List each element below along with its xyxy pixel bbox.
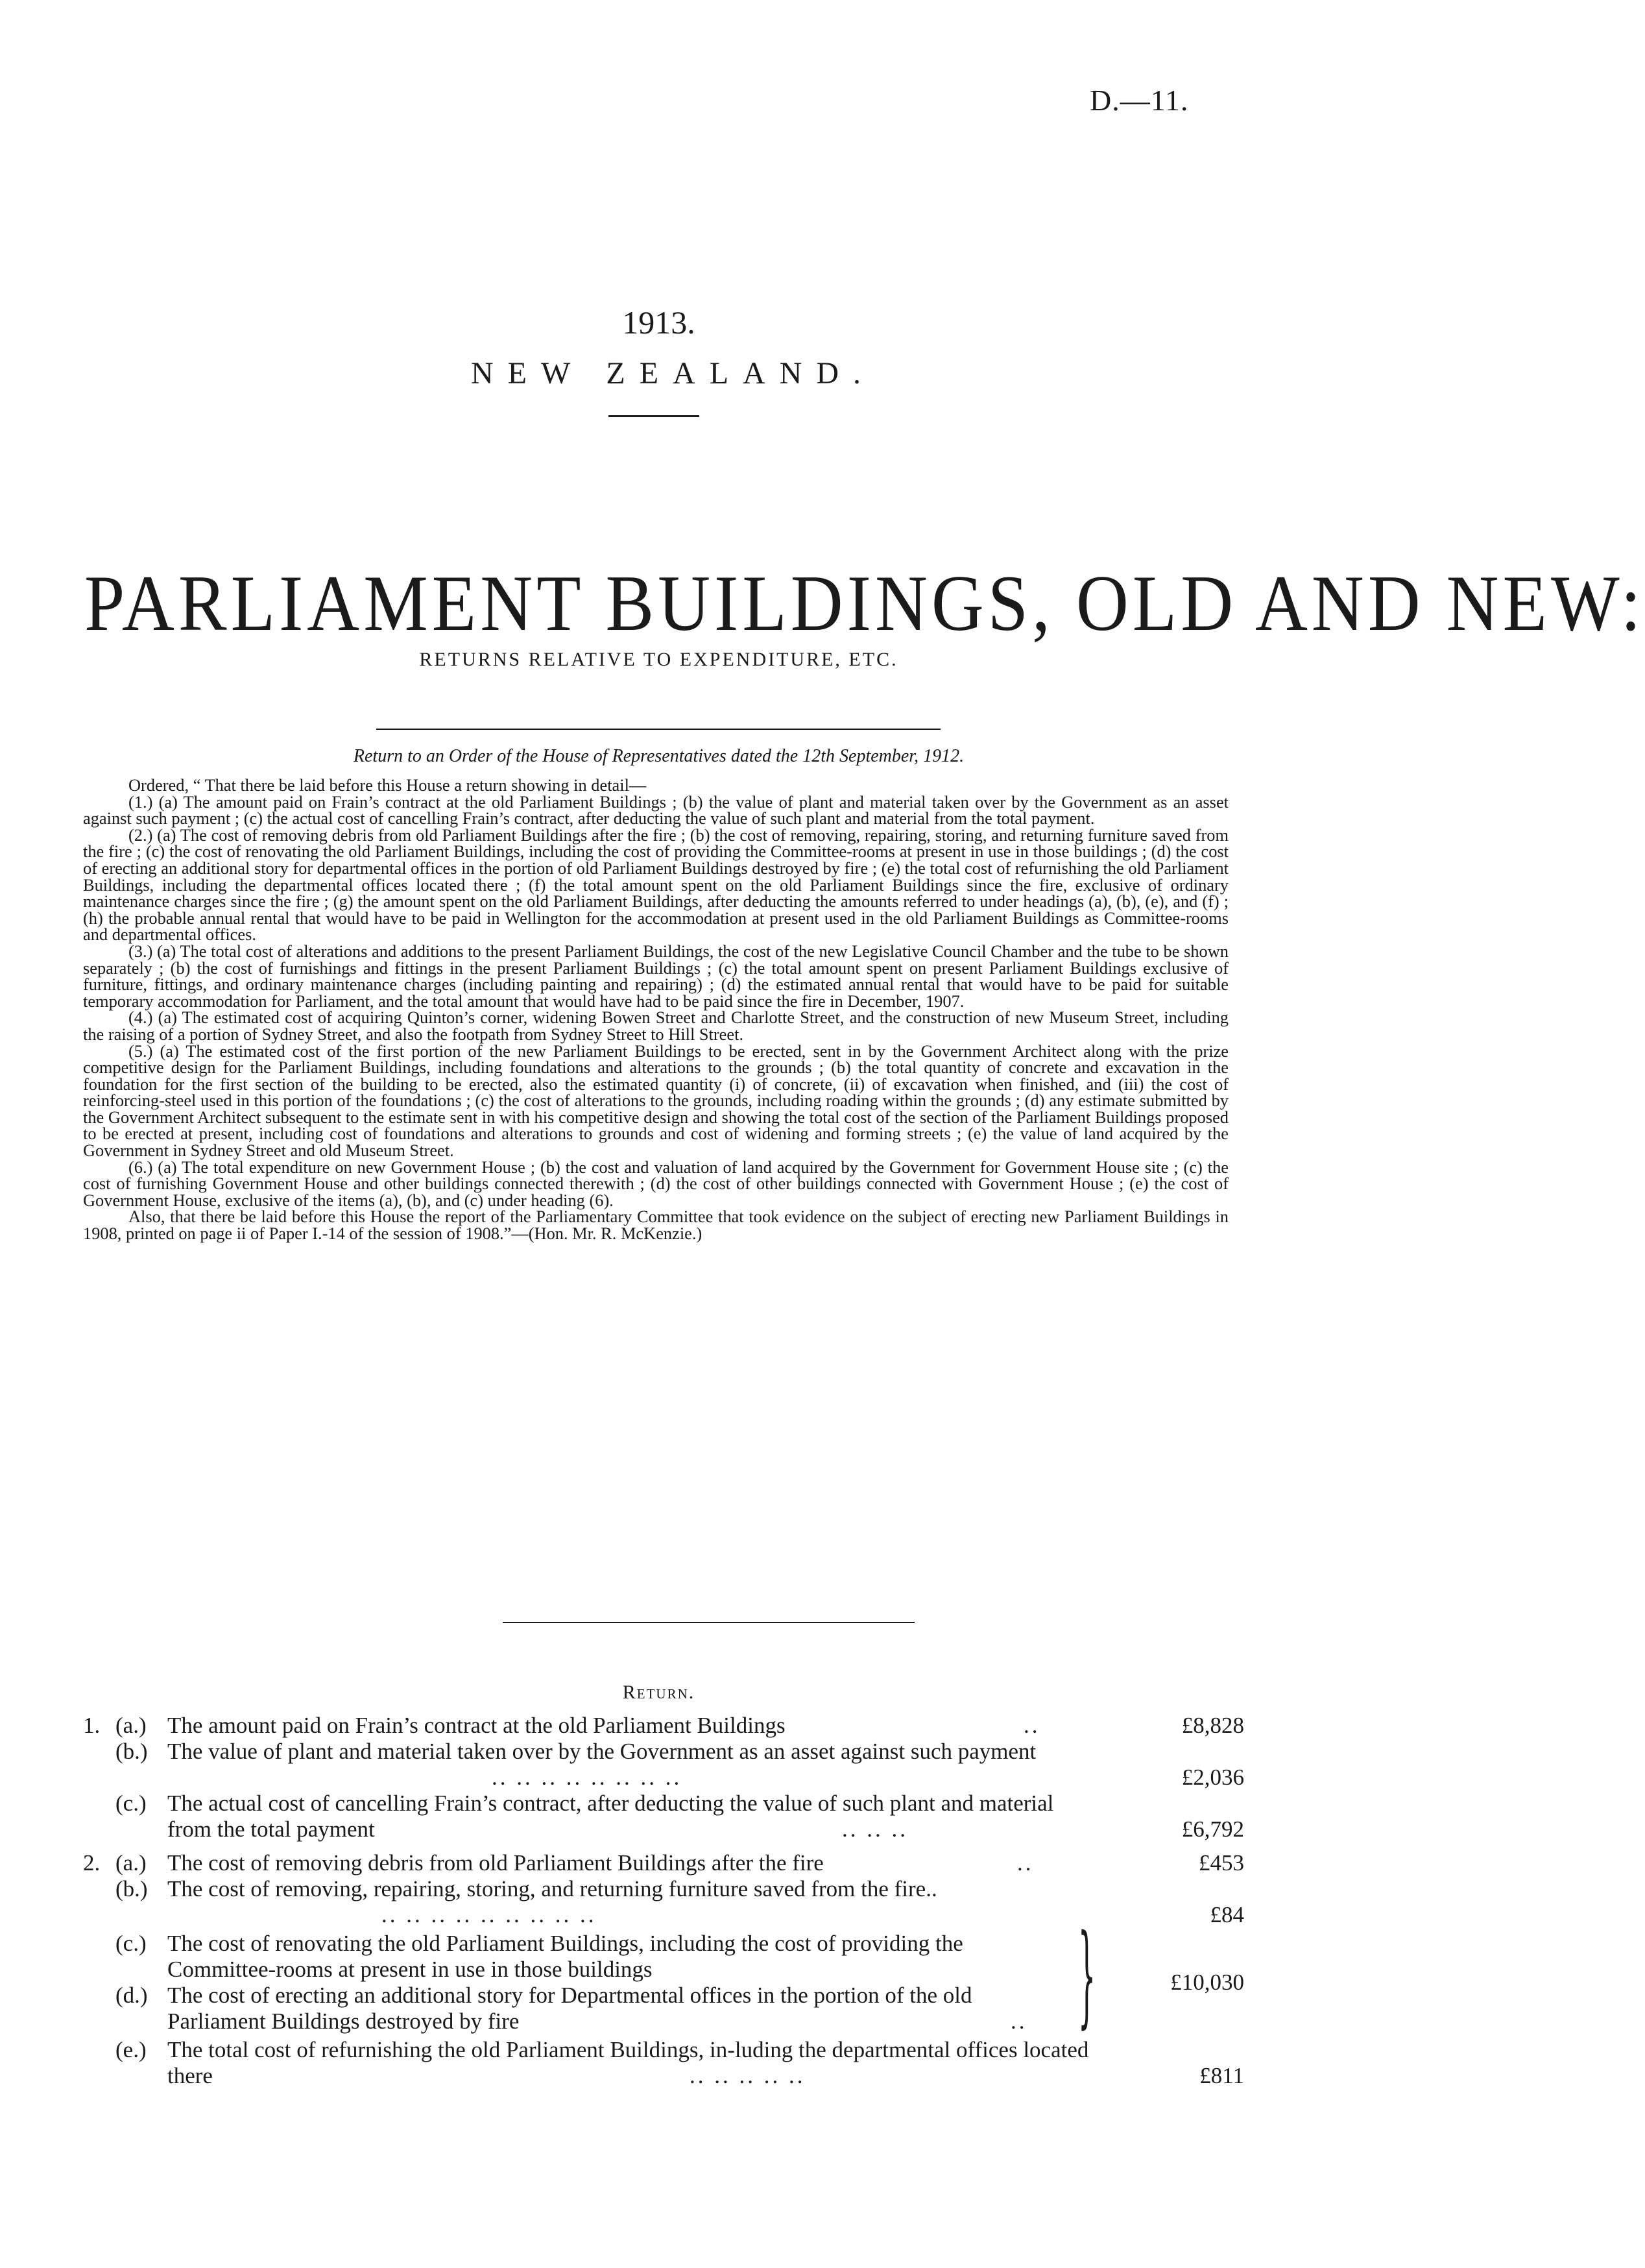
order-paragraph-4: (4.) (a) The estimated cost of acquiring Quinton’s corner, widening Bowen Street and Charlotte Street, and the construction of new Museum Street, including the raising of a portion of Sydney Street, and also the footpath from Sydney Street to Hill Street. [83, 1007, 1229, 1044]
item-leader: .. [1024, 1713, 1040, 1738]
order-paragraph-5: (5.) (a) The estimated cost of the first portion of the new Parliament Buildings to be erected, sent in by the Government Architect along with the prize competitive design for the Parliament Buildings, including foundations and alterations to the grounds ; (b) the total quantity of concrete and excavation in the foundation for the first section of the building to be erected, also the estimated quantity (i) of concrete, (ii) of excavation when finished, and (iii) the cost of reinforcing-steel used in this portion of the foundations ; (c) the cost of alterations to the grounds, including roading within the grounds ; (d) any estimate submitted by the Government Architect subsequent to the estimate sent in with his competitive design and showing the total cost of the section of the Parliament Buildings proposed to be erected at present, including cost of foundations and alterations to grounds and cost of widening and forming streets ; (e) the value of land acquired by the Government in Sydney Street and old Museum Street. [83, 1041, 1229, 1161]
item-text: The total cost of refurnishing the old Parliament Buildings, in-luding the departmental offices located there [167, 2037, 1089, 2088]
item-text: The amount paid on Frain’s contract at the old Parliament Buildings [167, 1713, 786, 1738]
order-heading: Return to an Order of the House of Representatives dated the 12th September, 1912. [353, 746, 965, 766]
item-amount: £6,792 [1181, 1816, 1244, 1842]
item-label: (d.) [115, 1983, 148, 2008]
item-leader: .. .. .. [842, 1816, 908, 1842]
item-leader: .. .. .. .. .. .. .. .. .. [381, 1902, 597, 1927]
item-amount: £2,036 [1181, 1765, 1244, 1790]
item-leader: .. [1017, 1850, 1034, 1876]
subtitle: RETURNS RELATIVE TO EXPENDITURE, ETC. [419, 649, 898, 670]
title-divider [608, 415, 699, 417]
item-number: 2. [83, 1850, 101, 1876]
item-label: (b.) [115, 1876, 148, 1901]
item-label: (c.) [115, 1931, 147, 1956]
item-amount: £84 [1210, 1902, 1244, 1927]
item-label: (e.) [115, 2037, 147, 2062]
item-text: The actual cost of cancelling Frain’s contract, after deducting the value of such plant and material from the total payment [167, 1791, 1054, 1842]
item-amount: £811 [1199, 2063, 1244, 2088]
order-end-divider [503, 1622, 915, 1623]
order-paragraph-6: (6.) (a) The total expenditure on new Government House ; (b) the cost and valuation of land acquired by the Government for Government House site ; (c) the cost of furnishing Government House and other buildings connected therewith ; (d) the cost of other buildings connected with Government House ; (e) the cost of Government House, exclusive of the items (a), (b), and (c) under heading (6). [83, 1157, 1229, 1210]
order-paragraph-2: (2.) (a) The cost of removing debris from old Parliament Buildings after the fire ; (b) the cost of removing, repairing, storing, and returning furniture saved from the fire ; (c) the cost of renovating the old Parliament Buildings, including the cost of providing the Committee-rooms at present in use in those buildings ; (d) the cost of erecting an additional story for departmental offices in the portion of old Parliament Buildings destroyed by fire ; (e) the total cost of refurnishing the old Parliament Buildings, including the departmental offices located there ; (f) the total amount spent on the old Parliament Buildings since the fire, exclusive of ordinary maintenance charges since the fire ; (g) the amount spent on the old Parliament Buildings, after deducting the amounts referred to under headings (a), (b), (e), and (f) ; (h) the probable annual rental that would have to be paid in Wellington for the accommodation at present used in the old Parliament Buildings as Committee-rooms and departmental offices. [83, 825, 1229, 945]
item-text: The value of plant and material taken over by the Government as an asset against such payment [167, 1739, 1037, 1764]
document-number: D.—11. [1090, 84, 1189, 117]
order-paragraph-3: (3.) (a) The total cost of alterations and additions to the present Parliament Buildings, the cost of the new Legislative Council Chamber and the tube to be shown separately ; (b) the cost of furnishings and fittings in the present Parliament Buildings ; (c) the total amount spent on present Parliament Buildings exclusive of furniture, fittings, and ordinary maintenance charges (including painting and repairing) ; (d) the estimated annual rental that would have to be paid for suitable temporary accommodation for Parliament, and the total amount that would have had to be paid since the fire in December, 1907. [83, 941, 1229, 1011]
return-heading: Return. [622, 1682, 695, 1703]
main-title: PARLIAMENT BUILDINGS, OLD AND NEW: [84, 559, 1645, 648]
item-label: (b.) [115, 1739, 148, 1764]
document-year: 1913. [622, 304, 695, 341]
item-leader: .. .. .. .. .. [690, 2063, 806, 2088]
item-text: The cost of erecting an additional story for Departmental offices in the portion of the old Parliament Buildings destroyed by fire [167, 1983, 972, 2034]
order-paragraph-intro: Ordered, “ That there be laid before this House a return showing in detail— [128, 775, 647, 795]
item-amount-combined: £10,030 [1170, 1970, 1244, 1995]
order-paragraph-1: (1.) (a) The amount paid on Frain’s contract at the old Parliament Buildings ; (b) the value of plant and material taken over by the Government as an asset against such payment ; (c) the actual cost of cancelling Frain’s contract, after deducting the value of such plant and material from the total payment. [83, 791, 1229, 828]
item-label: (c.) [115, 1791, 147, 1816]
item-text: The cost of renovating the old Parliament Buildings, including the cost of providing the Committee-rooms at present in use in those buildings [167, 1931, 963, 1982]
order-body [83, 777, 1229, 1242]
section-divider [376, 729, 941, 730]
item-leader: .. [1011, 2009, 1027, 2034]
item-text: The cost of removing debris from old Parliament Buildings after the fire [167, 1850, 824, 1876]
order-paragraph-also: Also, that there be laid before this House the report of the Parliamentary Committee that took evidence on the subject of erecting new Parliament Buildings in 1908, printed on page ii of Paper I.-14 of the session of 1908.”—(Hon. Mr. R. McKenzie.) [83, 1207, 1229, 1244]
item-text: The cost of removing, repairing, storing, and returning furniture saved from the fire.. [167, 1876, 937, 1901]
grouping-brace: } [1078, 1911, 1096, 2040]
item-amount: £8,828 [1181, 1713, 1244, 1738]
item-label: (a.) [115, 1850, 147, 1876]
item-amount: £453 [1199, 1850, 1244, 1876]
country-name: NEW ZEALAND. [470, 356, 876, 391]
item-number: 1. [83, 1713, 101, 1738]
item-label: (a.) [115, 1713, 147, 1738]
item-leader: .. .. .. .. .. .. .. .. [492, 1765, 682, 1790]
